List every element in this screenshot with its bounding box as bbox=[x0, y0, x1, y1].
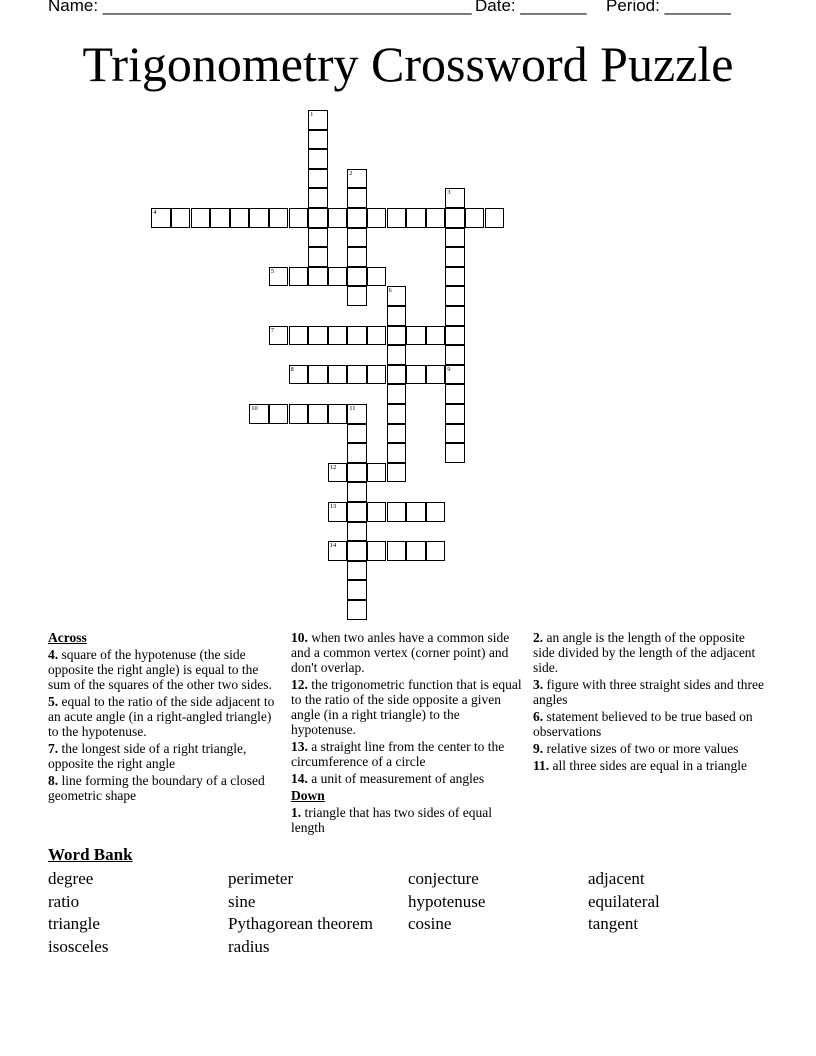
clue-across-7 bbox=[48, 741, 276, 771]
clue-across-4 bbox=[48, 647, 276, 692]
crossword-cell[interactable] bbox=[230, 208, 250, 228]
crossword-cell[interactable] bbox=[308, 169, 328, 189]
crossword-cell[interactable] bbox=[347, 208, 367, 228]
crossword-cell[interactable] bbox=[367, 326, 387, 346]
clue-down-2 bbox=[533, 630, 768, 675]
clue-number: 2. bbox=[533, 630, 544, 645]
crossword-cell[interactable] bbox=[445, 404, 465, 424]
crossword-cell[interactable] bbox=[347, 463, 367, 483]
crossword-cell[interactable] bbox=[289, 208, 309, 228]
clue-across-8 bbox=[48, 773, 276, 803]
crossword-cell[interactable] bbox=[289, 267, 309, 287]
clue-down-1 bbox=[291, 805, 527, 835]
crossword-cell[interactable] bbox=[347, 247, 367, 267]
crossword-cell[interactable] bbox=[367, 502, 387, 522]
crossword-cell[interactable] bbox=[347, 561, 367, 581]
clue-text: triangle that has two sides of equal length bbox=[291, 805, 492, 835]
crossword-cell[interactable] bbox=[347, 522, 367, 542]
crossword-cell[interactable] bbox=[151, 208, 171, 228]
crossword-cell[interactable] bbox=[445, 306, 465, 326]
clue-number: 13. bbox=[291, 739, 308, 754]
page-title: Trigonometry Crossword Puzzle bbox=[82, 36, 734, 92]
crossword-cell[interactable] bbox=[347, 365, 367, 385]
crossword-cell[interactable] bbox=[387, 384, 407, 404]
clue-number: 10. bbox=[291, 630, 308, 645]
crossword-cell[interactable] bbox=[445, 188, 465, 208]
clues-column-2 bbox=[291, 630, 527, 837]
crossword-cell[interactable] bbox=[328, 463, 348, 483]
clue-text: square of the hypotenuse (the side opposite the right angle) is equal to the sum of the squares of the other two sides. bbox=[48, 647, 272, 692]
clue-text: the trigonometric function that is equal to the ratio of the side opposite a given angle (in a right triangle) to the hypotenuse. bbox=[291, 677, 522, 737]
word-bank-item: cosine bbox=[408, 914, 452, 933]
crossword-cell[interactable] bbox=[347, 286, 367, 306]
clue-across-14 bbox=[291, 771, 527, 786]
clue-text: the longest side of a right triangle, opposite the right angle bbox=[48, 741, 247, 771]
clue-down-3 bbox=[533, 677, 768, 707]
clue-number-label: 8 bbox=[290, 365, 294, 373]
crossword-cell[interactable] bbox=[387, 326, 407, 346]
word-bank-item: sine bbox=[228, 892, 256, 911]
clue-number-label: 9 bbox=[447, 365, 451, 373]
word-bank-item: perimeter bbox=[228, 869, 294, 888]
clue-number: 12. bbox=[291, 677, 308, 692]
crossword-cell[interactable] bbox=[485, 208, 505, 228]
word-bank-item: ratio bbox=[48, 892, 80, 911]
crossword-cell[interactable] bbox=[308, 326, 328, 346]
crossword-cell[interactable] bbox=[308, 110, 328, 130]
clue-number: 5. bbox=[48, 694, 59, 709]
clue-number: 7. bbox=[48, 741, 59, 756]
crossword-cell[interactable] bbox=[328, 208, 348, 228]
crossword-cell[interactable] bbox=[249, 208, 269, 228]
clue-down-11 bbox=[533, 758, 768, 773]
student-info-header bbox=[48, 0, 788, 20]
crossword-cell[interactable] bbox=[347, 267, 367, 287]
clue-number-label: 6 bbox=[388, 287, 392, 295]
crossword-cell[interactable] bbox=[387, 424, 407, 444]
clue-number-label: 3 bbox=[447, 189, 451, 197]
clue-number-label: 7 bbox=[270, 326, 275, 334]
crossword-cell[interactable] bbox=[465, 208, 485, 228]
crossword-cell[interactable] bbox=[445, 345, 465, 365]
clue-text: all three sides are equal in a triangle bbox=[552, 758, 748, 773]
crossword-cell[interactable] bbox=[289, 326, 309, 346]
crossword-cell[interactable] bbox=[171, 208, 191, 228]
clue-number-label: 4 bbox=[153, 209, 157, 216]
crossword-cell[interactable] bbox=[289, 404, 309, 424]
clues-column-1 bbox=[48, 630, 276, 805]
word-bank-item: isosceles bbox=[48, 937, 109, 956]
crossword-cell[interactable] bbox=[308, 267, 328, 287]
crossword-cell[interactable] bbox=[347, 443, 367, 463]
clue-text: equal to the ratio of the side adjacent to an acute angle (in a right-angled triangle) to the hypotenuse. bbox=[48, 694, 275, 739]
clue-text: an angle is the length of the opposite side divided by the length of the adjacent side. bbox=[533, 630, 756, 675]
crossword-cell[interactable] bbox=[347, 424, 367, 444]
crossword-cell[interactable] bbox=[328, 267, 348, 287]
crossword-cell[interactable] bbox=[445, 228, 465, 248]
clue-down-9 bbox=[533, 741, 768, 756]
crossword-cell[interactable] bbox=[426, 541, 446, 561]
clue-number-label: 13 bbox=[329, 503, 337, 510]
clue-number-label: 14 bbox=[329, 542, 337, 550]
crossword-cell[interactable] bbox=[269, 208, 289, 228]
clue-across-12 bbox=[291, 677, 527, 737]
crossword-cell[interactable] bbox=[328, 404, 348, 424]
crossword-cell[interactable] bbox=[308, 365, 328, 385]
crossword-cell[interactable] bbox=[406, 365, 426, 385]
clue-number: 4. bbox=[48, 647, 59, 662]
crossword-cell[interactable] bbox=[445, 247, 465, 267]
crossword-cell[interactable] bbox=[406, 502, 426, 522]
crossword-cell[interactable] bbox=[347, 326, 367, 346]
clue-number-label: 12 bbox=[329, 463, 337, 471]
clue-across-13 bbox=[291, 739, 527, 769]
word-bank-item: hypotenuse bbox=[408, 892, 486, 911]
crossword-cell[interactable] bbox=[387, 365, 407, 385]
crossword-cell[interactable] bbox=[328, 326, 348, 346]
crossword-cell[interactable] bbox=[347, 502, 367, 522]
clue-number: 14. bbox=[291, 771, 308, 786]
crossword-cell[interactable] bbox=[347, 169, 367, 189]
word-bank-title: Word Bank bbox=[48, 845, 133, 864]
crossword-cell[interactable] bbox=[387, 208, 407, 228]
word-bank-item: radius bbox=[228, 937, 270, 956]
crossword-cell[interactable] bbox=[387, 286, 407, 306]
clues-column-3 bbox=[533, 630, 768, 775]
clue-down-6 bbox=[533, 709, 768, 739]
clue-text: when two anles have a common side and a common vertex (corner point) and don't overlap. bbox=[291, 630, 510, 675]
crossword-cell[interactable] bbox=[308, 228, 328, 248]
crossword-cell[interactable] bbox=[367, 267, 387, 287]
crossword-cell[interactable] bbox=[347, 580, 367, 600]
clue-number: 11. bbox=[533, 758, 550, 773]
crossword-cell[interactable] bbox=[387, 306, 407, 326]
clue-number-label: 11 bbox=[349, 405, 356, 412]
crossword-cell[interactable] bbox=[387, 443, 407, 463]
crossword-cell[interactable] bbox=[328, 541, 348, 561]
word-bank-item: tangent bbox=[588, 914, 639, 933]
crossword-cell[interactable] bbox=[269, 267, 289, 287]
clue-text: relative sizes of two or more values bbox=[546, 741, 739, 756]
crossword-cell[interactable] bbox=[387, 404, 407, 424]
crossword-cell[interactable] bbox=[387, 541, 407, 561]
word-bank-item: equilateral bbox=[588, 892, 660, 911]
clue-number: 8. bbox=[48, 773, 59, 788]
crossword-cell[interactable] bbox=[445, 267, 465, 287]
crossword-cell[interactable] bbox=[269, 326, 289, 346]
word-bank-item: degree bbox=[48, 869, 94, 888]
crossword-cell[interactable] bbox=[308, 247, 328, 267]
crossword-cell[interactable] bbox=[367, 208, 387, 228]
clue-text: line forming the boundary of a closed geometric shape bbox=[48, 773, 265, 803]
crossword-cell[interactable] bbox=[445, 208, 465, 228]
clue-text: statement believed to be true based on observations bbox=[533, 709, 753, 739]
crossword-cell[interactable] bbox=[406, 326, 426, 346]
crossword-cell[interactable] bbox=[347, 600, 367, 620]
word-bank-item: Pythagorean theorem bbox=[228, 914, 373, 933]
crossword-cell[interactable] bbox=[445, 443, 465, 463]
crossword-cell[interactable] bbox=[347, 541, 367, 561]
crossword-cell[interactable] bbox=[347, 482, 367, 502]
crossword-cell[interactable] bbox=[406, 541, 426, 561]
clue-number-label: 2 bbox=[349, 169, 353, 177]
crossword-cell[interactable] bbox=[249, 404, 269, 424]
clue-number-label: 5 bbox=[270, 267, 275, 275]
crossword-cell[interactable] bbox=[426, 502, 446, 522]
crossword-cell[interactable] bbox=[445, 326, 465, 346]
crossword-cell[interactable] bbox=[308, 149, 328, 169]
crossword-cell[interactable] bbox=[308, 404, 328, 424]
clue-number-label: 10 bbox=[251, 405, 258, 412]
crossword-cell[interactable] bbox=[347, 228, 367, 248]
word-bank-item: adjacent bbox=[588, 869, 645, 888]
crossword-cell[interactable] bbox=[328, 502, 348, 522]
crossword-cell[interactable] bbox=[191, 208, 211, 228]
crossword-cell[interactable] bbox=[426, 208, 446, 228]
crossword-cell[interactable] bbox=[406, 208, 426, 228]
crossword-cell[interactable] bbox=[387, 463, 407, 483]
crossword-cell[interactable] bbox=[445, 424, 465, 444]
clue-text: figure with three straight sides and three angles bbox=[533, 677, 764, 707]
crossword-cell[interactable] bbox=[328, 365, 348, 385]
crossword-cell[interactable] bbox=[387, 345, 407, 365]
clue-across-10 bbox=[291, 630, 527, 675]
clue-number: 9. bbox=[533, 741, 544, 756]
crossword-cell[interactable] bbox=[367, 365, 387, 385]
name-field[interactable]: Name: _______________________________________ bbox=[48, 0, 472, 15]
crossword-cell[interactable] bbox=[387, 502, 407, 522]
date-field[interactable]: Date: _______ bbox=[475, 0, 587, 15]
crossword-cell[interactable] bbox=[426, 365, 446, 385]
clue-number: 3. bbox=[533, 677, 544, 692]
crossword-cell[interactable] bbox=[445, 384, 465, 404]
crossword-cell[interactable] bbox=[308, 188, 328, 208]
clue-number: 6. bbox=[533, 709, 544, 724]
clue-text: a unit of measurement of angles bbox=[311, 771, 485, 786]
crossword-cell[interactable] bbox=[426, 326, 446, 346]
crossword-cell[interactable] bbox=[367, 463, 387, 483]
word-bank-item: conjecture bbox=[408, 869, 479, 888]
crossword-cell[interactable] bbox=[210, 208, 230, 228]
clue-across-5 bbox=[48, 694, 276, 739]
word-bank-item: triangle bbox=[48, 914, 100, 933]
crossword-cell[interactable] bbox=[445, 286, 465, 306]
down-heading: Down bbox=[291, 788, 325, 803]
clue-number-label: 1 bbox=[310, 111, 314, 118]
crossword-cell[interactable] bbox=[347, 404, 367, 424]
crossword-cell[interactable] bbox=[308, 130, 328, 150]
clue-text: a straight line from the center to the circumference of a circle bbox=[291, 739, 505, 769]
crossword-cell[interactable] bbox=[367, 541, 387, 561]
crossword-cell[interactable] bbox=[269, 404, 289, 424]
across-heading: Across bbox=[48, 630, 87, 645]
crossword-cell[interactable] bbox=[289, 365, 309, 385]
clue-number: 1. bbox=[291, 805, 302, 820]
crossword-cell[interactable] bbox=[347, 188, 367, 208]
crossword-cell[interactable] bbox=[445, 365, 465, 385]
crossword-cell[interactable] bbox=[308, 208, 328, 228]
period-field[interactable]: Period: _______ bbox=[606, 0, 731, 15]
